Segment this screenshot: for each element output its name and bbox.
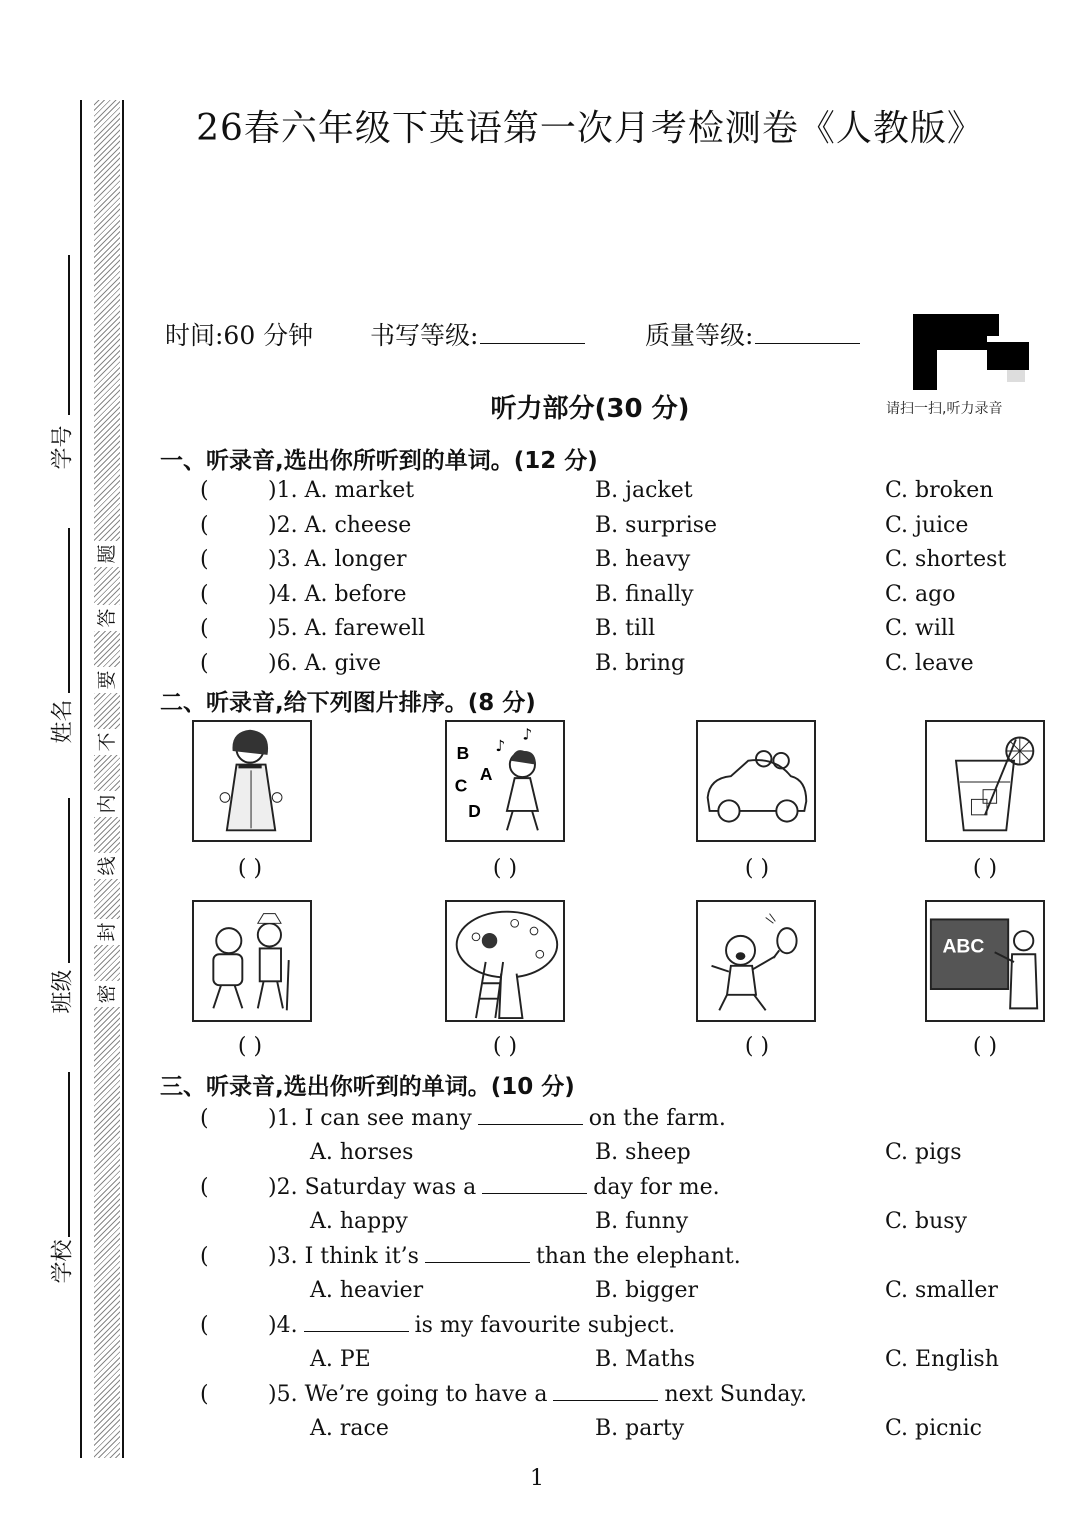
s3-q4-option-b: B. Maths <box>595 1347 696 1372</box>
answer-bracket[interactable]: ( <box>200 513 209 538</box>
sentence-post: on the farm. <box>588 1106 726 1131</box>
writing-grade-blank[interactable] <box>480 321 585 344</box>
question-number: )1. <box>268 1106 298 1131</box>
q3-option-c: C. shortest <box>885 547 1007 572</box>
q3-option-a: )3. A. longer <box>268 547 407 572</box>
name-blank[interactable] <box>68 528 70 693</box>
s3-q4-option-c: C. English <box>885 1347 999 1372</box>
order-paren[interactable]: ( ) <box>492 856 518 881</box>
q6-option-a: )6. A. give <box>268 651 382 676</box>
answer-bracket[interactable]: ( <box>200 1313 209 1338</box>
sentence-post: day for me. <box>593 1175 720 1200</box>
seal-char: 题 <box>93 541 121 567</box>
juice-glass-icon <box>925 720 1045 842</box>
question-number: )3. <box>268 1244 298 1269</box>
boy-badminton-icon <box>696 900 816 1022</box>
q2-option-b: B. surprise <box>595 513 718 538</box>
s3-q3-option-b: B. bigger <box>595 1278 698 1303</box>
q1-option-c: C. broken <box>885 478 994 503</box>
answer-bracket[interactable]: ( <box>200 1244 209 1269</box>
sentence-post: is my favourite subject. <box>414 1313 676 1338</box>
writing-grade-label: 书写等级: <box>370 321 479 350</box>
order-paren[interactable]: ( ) <box>744 1034 770 1059</box>
board-text: ABC <box>942 936 985 958</box>
section1-title: 一、听录音,选出你所听到的单词。(12 分) <box>160 448 598 474</box>
fill-blank[interactable] <box>553 1382 658 1401</box>
writing-grade <box>370 316 585 352</box>
answer-bracket[interactable]: ( <box>200 651 209 676</box>
answer-bracket[interactable]: ( <box>200 1382 209 1407</box>
question-number: )2. <box>268 1175 298 1200</box>
binding-line-right <box>122 100 124 1458</box>
sentence-pre: I think it’s <box>304 1244 419 1269</box>
seal-char: 不 <box>93 729 121 755</box>
teacher-blackboard-icon <box>925 900 1045 1022</box>
sentence-pre: Saturday was a <box>304 1175 477 1200</box>
q2-option-a: )2. A. cheese <box>268 513 412 538</box>
seal-char: 密 <box>93 981 121 1007</box>
q5-option-b: B. till <box>595 616 656 641</box>
class-blank[interactable] <box>68 798 70 963</box>
binding-line-left <box>80 100 82 1458</box>
quality-grade <box>645 316 860 352</box>
s3-q3-sentence <box>268 1244 741 1269</box>
q1-option-b: B. jacket <box>595 478 693 503</box>
answer-bracket[interactable]: ( <box>200 582 209 607</box>
order-paren[interactable]: ( ) <box>744 856 770 881</box>
order-paren[interactable]: ( ) <box>972 856 998 881</box>
school-blank[interactable] <box>68 1072 70 1237</box>
s3-q4-sentence <box>268 1313 675 1338</box>
seal-char: 答 <box>93 605 121 631</box>
s3-q2-option-b: B. funny <box>595 1209 689 1234</box>
listening-part-heading: 听力部分(30 分) <box>490 394 690 424</box>
answer-bracket[interactable]: ( <box>200 1106 209 1131</box>
q2-option-c: C. juice <box>885 513 969 538</box>
q4-option-c: C. ago <box>885 582 956 607</box>
sentence-pre: We’re going to have a <box>304 1382 548 1407</box>
girl-singing-abcd-icon <box>445 720 565 842</box>
seal-char: 内 <box>93 791 121 817</box>
fill-blank[interactable] <box>478 1106 583 1125</box>
time-info: 时间:60 分钟 <box>165 321 314 350</box>
q6-option-b: B. bring <box>595 651 686 676</box>
binding-hatch <box>94 100 120 1458</box>
sentence-post: than the elephant. <box>535 1244 741 1269</box>
class-label: 班级 <box>50 969 76 1014</box>
s3-q3-option-c: C. smaller <box>885 1278 998 1303</box>
s3-q5-sentence <box>268 1382 807 1407</box>
answer-bracket[interactable]: ( <box>200 547 209 572</box>
s3-q1-option-a: A. horses <box>310 1140 414 1165</box>
name-label: 姓名 <box>50 699 76 744</box>
student-no-label: 学号 <box>50 425 76 470</box>
q5-option-c: C. will <box>885 616 955 641</box>
letter-d: D <box>468 800 481 821</box>
school-label: 学校 <box>50 1239 76 1284</box>
s3-q1-option-b: B. sheep <box>595 1140 691 1165</box>
girl-winter-coat-icon <box>192 720 312 842</box>
order-paren[interactable]: ( ) <box>237 1034 263 1059</box>
s3-q2-sentence <box>268 1175 720 1200</box>
qr-caption: 请扫一扫,听力录音 <box>886 401 1003 417</box>
letter-c: C <box>454 775 468 796</box>
s3-q5-option-a: A. race <box>310 1416 389 1441</box>
fill-blank[interactable] <box>425 1244 530 1263</box>
kids-in-car-icon <box>696 720 816 842</box>
sentence-post: next Sunday. <box>664 1382 808 1407</box>
seal-char: 线 <box>93 853 121 879</box>
order-paren[interactable]: ( ) <box>237 856 263 881</box>
letter-a: A <box>479 764 493 785</box>
q5-option-a: )5. A. farewell <box>268 616 426 641</box>
question-number: )5. <box>268 1382 298 1407</box>
q6-option-c: C. leave <box>885 651 974 676</box>
s3-q3-option-a: A. heavier <box>310 1278 424 1303</box>
page-title: 26春六年级下英语第一次月考检测卷《人教版》 <box>196 108 984 149</box>
s3-q2-option-c: C. busy <box>885 1209 968 1234</box>
letter-b: B <box>456 742 470 763</box>
section2-title: 二、听录音,给下列图片排序。(8 分) <box>160 690 536 716</box>
s3-q5-option-b: B. party <box>595 1416 685 1441</box>
q4-option-a: )4. A. before <box>268 582 407 607</box>
fill-blank[interactable] <box>304 1313 409 1332</box>
answer-bracket[interactable]: ( <box>200 1175 209 1200</box>
svg-text:♪: ♪ <box>522 725 533 744</box>
q3-option-b: B. heavy <box>595 547 691 572</box>
answer-bracket[interactable]: ( <box>200 616 209 641</box>
svg-text:♪: ♪ <box>495 737 506 756</box>
seal-char: 要 <box>93 667 121 693</box>
s3-q1-option-c: C. pigs <box>885 1140 962 1165</box>
order-paren[interactable]: ( ) <box>972 1034 998 1059</box>
q4-option-b: B. finally <box>595 582 694 607</box>
quality-grade-label: 质量等级: <box>645 321 754 350</box>
qr-code-icon[interactable] <box>913 314 1031 390</box>
s3-q5-option-c: C. picnic <box>885 1416 983 1441</box>
hikers-icon <box>192 900 312 1022</box>
s3-q2-option-a: A. happy <box>310 1209 408 1234</box>
s3-q1-sentence <box>268 1106 726 1131</box>
quality-grade-blank[interactable] <box>755 321 860 344</box>
order-paren[interactable]: ( ) <box>492 1034 518 1059</box>
q1-option-a: )1. A. market <box>268 478 415 503</box>
answer-bracket[interactable]: ( <box>200 478 209 503</box>
seal-char: 封 <box>93 919 121 945</box>
girl-picking-apples-icon <box>445 900 565 1022</box>
question-number: )4. <box>268 1313 298 1338</box>
fill-blank[interactable] <box>482 1175 587 1194</box>
sentence-pre: I can see many <box>304 1106 472 1131</box>
s3-q4-option-a: A. PE <box>310 1347 371 1372</box>
section3-title: 三、听录音,选出你听到的单词。(10 分) <box>160 1074 575 1100</box>
page-number: 1 <box>530 1466 544 1491</box>
